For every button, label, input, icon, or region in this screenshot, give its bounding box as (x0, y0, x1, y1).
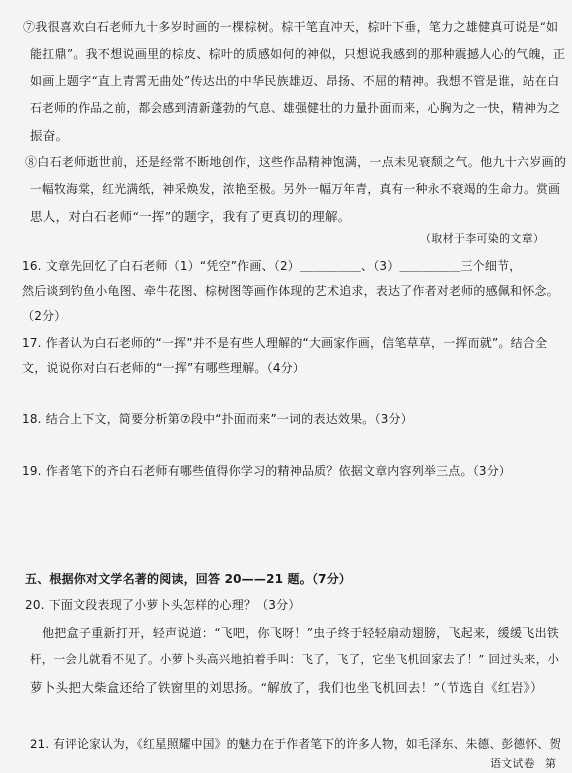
passage-p7-line: 如画上题字“直上青霄无曲处”传达出的中华民族雄迈、昂扬、不屈的精神。我想不管是谁，站在白 (30, 74, 560, 88)
excerpt-line: 他把盒子重新打开，轻声说道：“飞吧，你飞呀！”虫子终于轻轻扇动翅膀，飞起来，缓缓飞出铁 (42, 626, 560, 640)
passage-p7-line: 能扛鼎”。我不想说画里的棕皮、棕叶的质感如何的神似，只想说我感到的那种震撼人心的气魄，正 (30, 47, 566, 61)
excerpt-line: 萝卜头把大柴盒还给了铁窗里的刘思扬。“解放了，我们也坐飞机回去！”（节选自《红岩》） (30, 680, 543, 695)
passage-p8-line: 一幅牧海棠，红光满纸，神采焕发，浓艳至极。另外一幅万年青，真有一种永不衰竭的生命力。赏画 (30, 182, 561, 196)
question-16: 16. 文章先回忆了白石老师（1）“凭空”作画、（2）＿＿＿＿＿、（3）＿＿＿＿＿三个细节， (22, 259, 522, 273)
passage-p8-line: 思人，对白石老师“一挥”的题字，我有了更真切的理解。 (30, 209, 351, 224)
excerpt-line: 杆，一会儿就看不见了。小萝卜头高兴地拍着手叫：飞了，飞了，它坐飞机回家去了！” 回过头来，小 (30, 652, 560, 666)
passage-p7-line: 石老师的作品之前，都会感到清新蓬勃的气息、雄强健壮的力量扑面而来，心胸为之一快，精神为之 (30, 101, 561, 115)
footer-page: 第 (545, 757, 557, 770)
question-20: 20. 下面文段表现了小萝卜头怎样的心理？（3分） (25, 598, 301, 612)
question-19: 19. 作者笔下的齐白石老师有哪些值得你学习的精神品质？依据文章内容列举三点。（3分） (22, 464, 512, 478)
footer-label: 语文试卷 (490, 757, 535, 770)
passage-p7-line: 振奋。 (30, 128, 69, 143)
question-16-points: （2分） (22, 309, 67, 323)
passage-p7-line: ⑦我很喜欢白石老师九十多岁时画的一棵棕树。棕干笔直冲天，棕叶下垂，笔力之雄健真可说是“如 (23, 20, 559, 34)
question-17: 17. 作者认为白石老师的“一挥”并不是有些人理解的“大画家作画，信笔草草，一挥而就”。结合全 (22, 336, 548, 350)
question-21: 21. 有评论家认为，《红星照耀中国》的魅力在于作者笔下的许多人物，如毛泽东、朱德、彭德怀、贺 (30, 737, 562, 751)
section-5-heading: 五、根据你对文学名著的阅读，回答 20——21 题。（7分） (25, 572, 352, 586)
question-16-cont: 然后谈到钓鱼小龟图、牵牛花图、棕树图等画作体现的艺术追求，表达了作者对老师的感佩和怀念。 (22, 284, 559, 298)
passage-p8-line: ⑧白石老师逝世前，还是经常不断地创作，这些作品精神饱满，一点未见衰颓之气。他九十六岁画的 (25, 155, 567, 169)
question-18: 18. 结合上下文，简要分析第⑦段中“扑面而来”一词的表达效果。（3分） (22, 412, 413, 426)
question-17-cont: 文，说说你对白石老师的“一挥”有哪些理解。（4分） (22, 361, 306, 375)
passage-source: （取材于李可染的文章） (420, 232, 545, 245)
